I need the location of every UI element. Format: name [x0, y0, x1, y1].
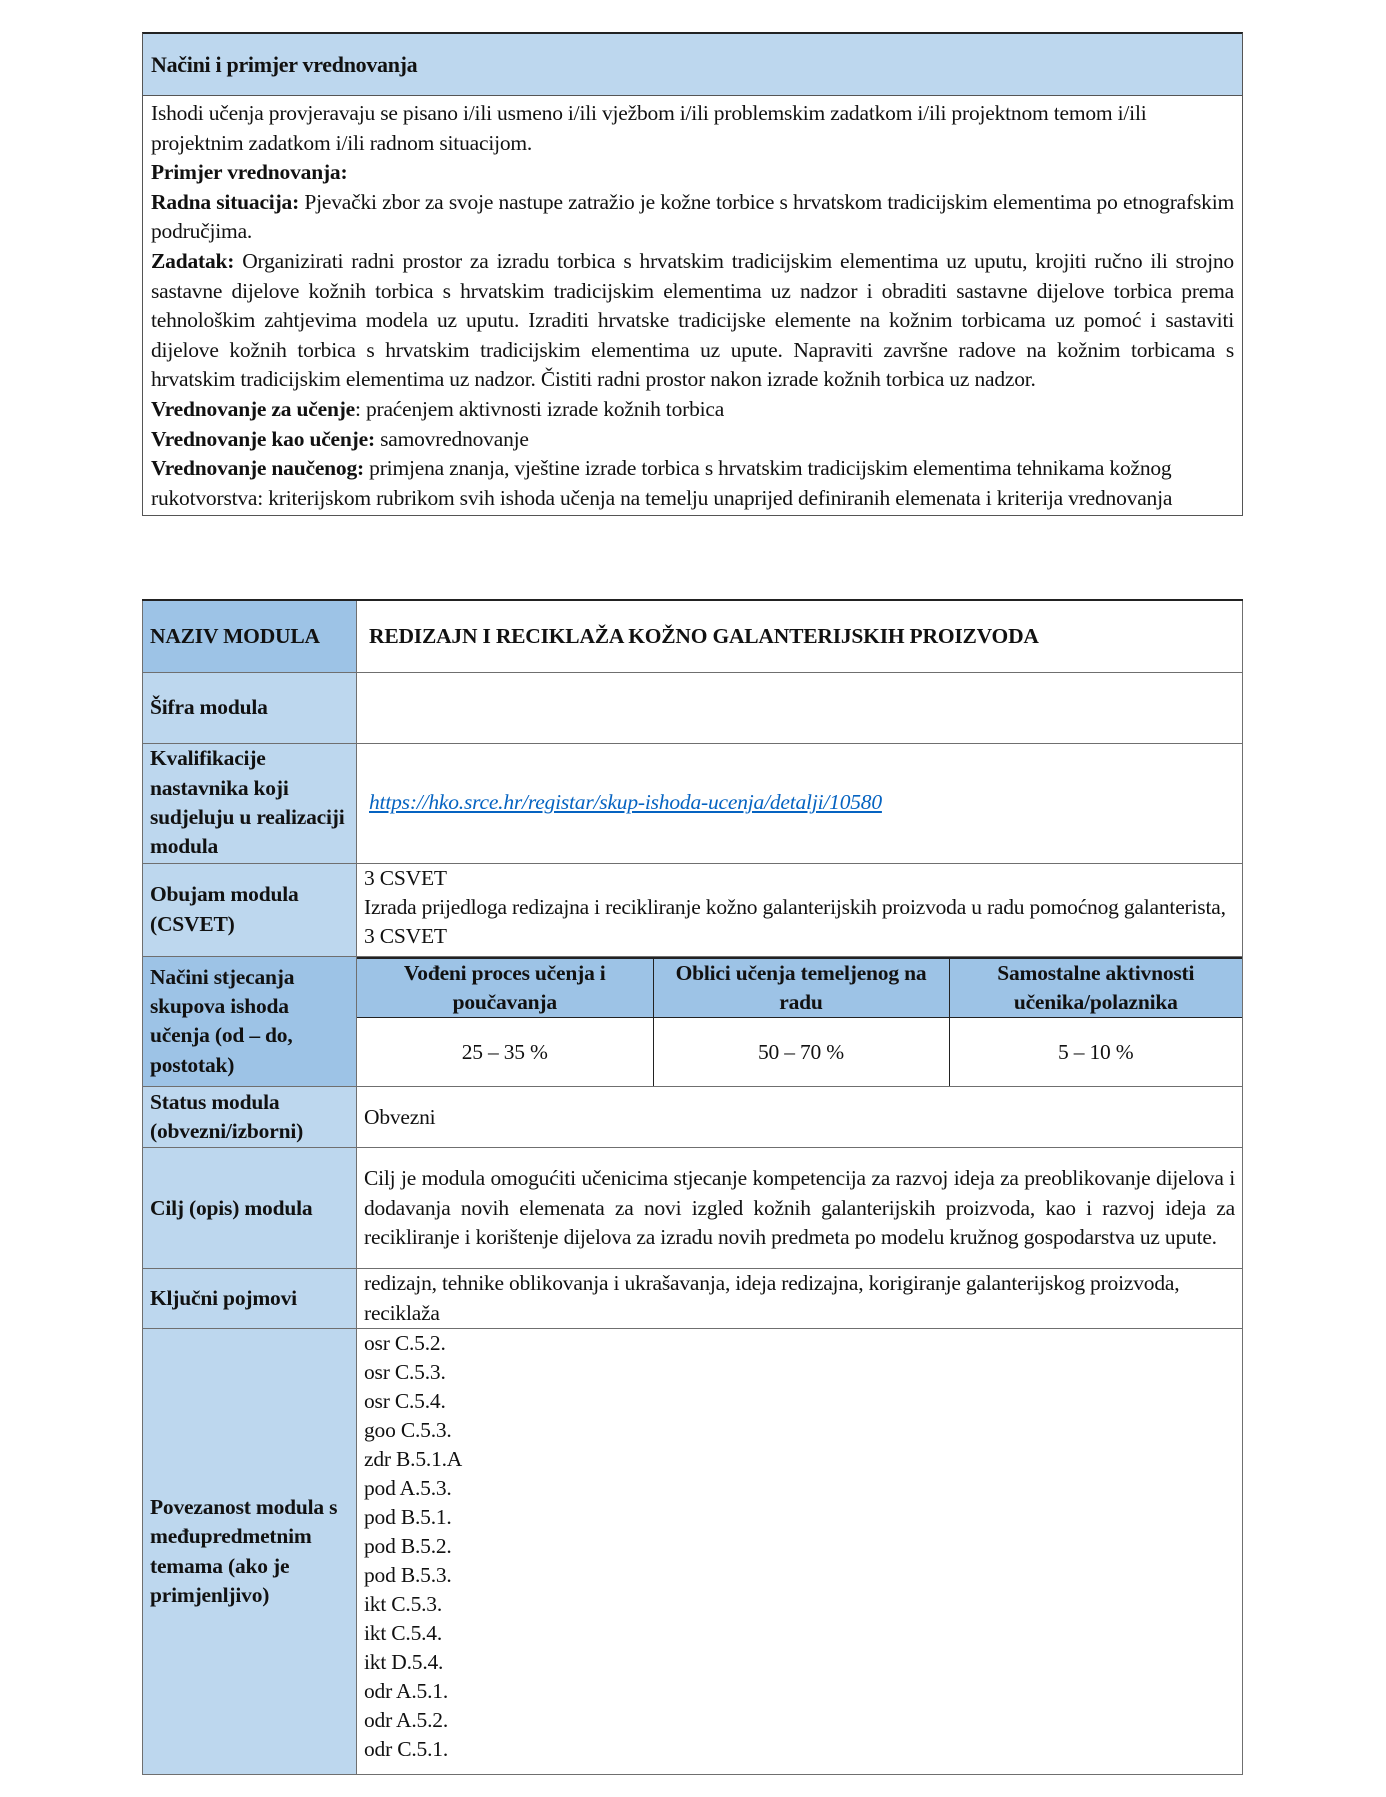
acq-header-guided: Vođeni proces učenja i poučavanja	[357, 958, 653, 1018]
for-learning-text: : praćenjem aktivnosti izrade kožnih torbica	[355, 396, 725, 421]
row-acquisition	[143, 956, 1243, 1087]
evaluation-header: Načini i primjer vrednovanja	[143, 34, 1242, 96]
status-label: Status modula (obvezni/izborni)	[143, 1087, 357, 1148]
list-item: odr C.5.1.	[364, 1737, 449, 1762]
row-module-name	[143, 600, 1243, 672]
goal-label: Cilj (opis) modula	[143, 1148, 357, 1269]
list-item: goo C.5.3.	[364, 1418, 452, 1443]
of-learning-label: Vrednovanje naučenog:	[151, 456, 364, 481]
list-item: ikt C.5.3.	[364, 1592, 443, 1617]
acq-header-work-based: Oblici učenja temeljenog na radu	[653, 958, 949, 1018]
row-qualifications	[143, 743, 1243, 863]
as-learning-label: Vrednovanje kao učenje:	[151, 426, 375, 451]
row-module-code	[143, 672, 1243, 743]
evaluation-intro: Ishodi učenja provjeravaju se pisano i/ili usmeno i/ili vježbom i/ili problemskim zadatkom i/ili projektnom temom i/ili projektnim zadatkom i/ili radnom situacijom.	[151, 101, 1147, 155]
list-item: zdr B.5.1.A	[364, 1447, 463, 1472]
example-heading: Primjer vrednovanja:	[151, 160, 348, 185]
volume-line1: 3 CSVET	[364, 865, 447, 890]
list-item: ikt C.5.4.	[364, 1621, 443, 1646]
as-learning-text: samovrednovanje	[374, 426, 529, 451]
cross-topics-list	[364, 1329, 1235, 1764]
volume-label: Obujam modula (CSVET)	[143, 863, 357, 956]
qualifications-link[interactable]: https://hko.srce.hr/registar/skup-ishoda-ucenja/detalji/10580	[357, 743, 1243, 863]
row-cross-topics	[143, 1329, 1243, 1775]
list-item: pod B.5.1.	[364, 1505, 452, 1530]
list-item: pod A.5.3.	[364, 1476, 452, 1501]
work-situation-text: Pjevački zbor za svoje nastupe zatražio je kožne torbice s hrvatskom tradicijskim elementima po etnografskim područjima.	[151, 189, 1234, 244]
module-code-label: Šifra modula	[143, 672, 357, 743]
volume-value	[357, 863, 1243, 956]
acquisition-cell	[357, 956, 1243, 1087]
task-text: Organizirati radni prostor za izradu torbica s hrvatskim tradicijskim elementima uz uputu, krojiti ručno ili strojno sastavne dijelove kožnih torbica s hrvatskim tradicijskim elementima uz nadzor i obraditi sastavne dijelove torbica prema tehnološkim zahtjevima modela uz uputu. Izraditi hrvatske tradicijske elemente na kožnim torbicama uz pomoć i sastaviti dijelove kožnih torbica s hrvatskim tradicijskim elementima uz upute. Napraviti završne radove na kožnim torbicama s hrvatskim tradicijskim elementima uz nadzor. Čistiti radni prostor nakon izrade kožnih torbica uz nadzor.	[151, 248, 1234, 392]
goal-value: Cilj je modula omogućiti učenicima stjecanje kompetencija za razvoj ideja za preoblikovanje dijelova i dodavanja novih elemenata za novi izgled kožnih galanterijskih proizvoda, kao i razvoj ideja za recikliranje i korištenje dijelova za izradu novih predmeta po modelu kružnog gospodarstva uz upute.	[357, 1148, 1243, 1269]
list-item: ikt D.5.4.	[364, 1650, 444, 1675]
volume-line2: Izrada prijedloga redizajna i recikliranje kožno galanterijskih proizvoda u radu pomoćnog galanterista, 3 CSVET	[364, 894, 1226, 949]
list-item: odr A.5.1.	[364, 1679, 449, 1704]
acq-value-independent: 5 – 10 %	[949, 1018, 1242, 1087]
acq-value-work-based: 50 – 70 %	[653, 1018, 949, 1087]
list-item: osr C.5.4.	[364, 1389, 446, 1414]
cross-topics-label: Povezanost modula s međupredmetnim temama (ako je primjenljivo)	[143, 1329, 357, 1775]
row-keywords	[143, 1269, 1243, 1329]
acq-value-guided: 25 – 35 %	[461, 1039, 548, 1064]
evaluation-body	[143, 96, 1242, 515]
module-name-label: NAZIV MODULA	[143, 600, 357, 672]
acquisition-label: Načini stjecanja skupova ishoda učenja (od – do, postotak)	[143, 956, 357, 1087]
evaluation-table	[142, 32, 1243, 516]
keywords-label: Ključni pojmovi	[143, 1269, 357, 1329]
for-learning-label: Vrednovanje za učenje	[151, 396, 355, 421]
task-label: Zadatak:	[151, 248, 235, 273]
work-situation-label: Radna situacija:	[151, 189, 300, 214]
list-item: osr C.5.3.	[364, 1360, 446, 1385]
row-goal	[143, 1148, 1243, 1269]
list-item: odr A.5.2.	[364, 1708, 449, 1733]
module-name-value: REDIZAJN I RECIKLAŽA KOŽNO GALANTERIJSKIH PROIZVODA	[357, 600, 1243, 672]
row-status	[143, 1087, 1243, 1148]
cross-topics-cell	[357, 1329, 1243, 1775]
list-item: pod B.5.3.	[364, 1563, 452, 1588]
acq-header-independent: Samostalne aktivnosti učenika/polaznika	[949, 958, 1242, 1018]
keywords-value: redizajn, tehnike oblikovanja i ukrašavanja, ideja redizajna, korigiranje galanterijskog proizvoda, reciklaža	[357, 1269, 1243, 1329]
acquisition-subtable	[357, 957, 1242, 1087]
status-value: Obvezni	[357, 1087, 1243, 1148]
module-table	[142, 599, 1243, 1775]
qualifications-label: Kvalifikacije nastavnika koji sudjeluju u realizaciji modula	[143, 743, 357, 863]
list-item: pod B.5.2.	[364, 1534, 452, 1559]
module-code-value	[357, 672, 1243, 743]
list-item: osr C.5.2.	[364, 1331, 446, 1356]
row-volume	[143, 863, 1243, 956]
of-learning-text: primjena znanja, vještine izrade torbica s hrvatskim tradicijskim elementima tehnikama kožnog rukotvorstva: kriterijskom rubrikom svih ishoda učenja na temelju unaprijed definiranih elemenata i kriterija vrednovanja	[151, 456, 1173, 510]
